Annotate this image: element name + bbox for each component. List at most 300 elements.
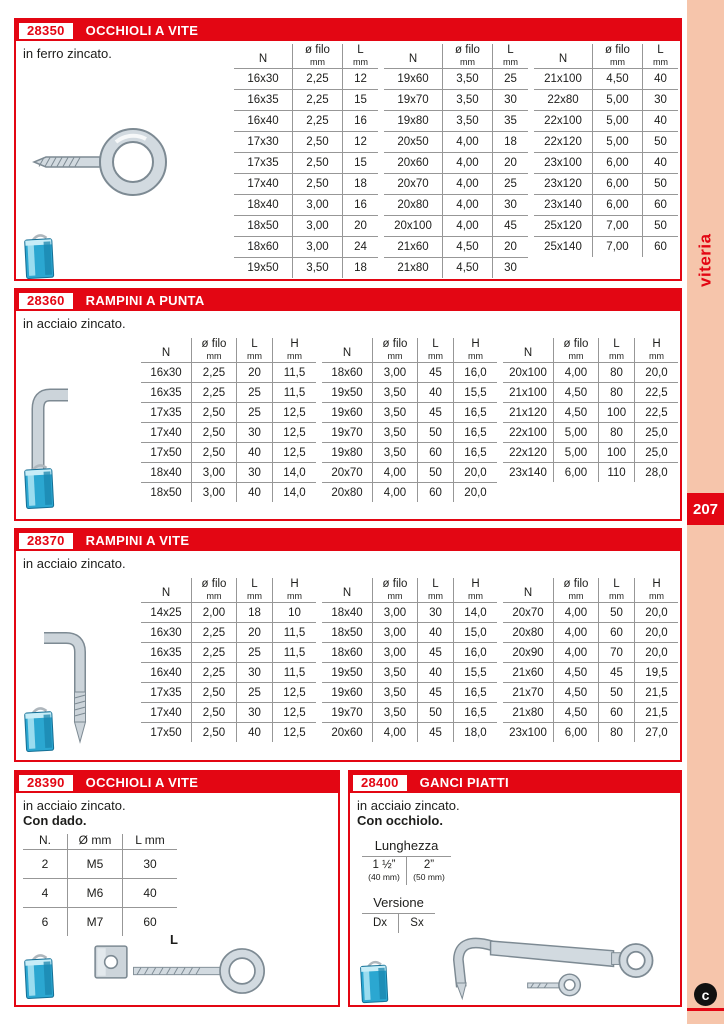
section-occhioli-a-vite-28390 xyxy=(14,770,340,1007)
table-cell: 2,25 xyxy=(192,363,237,383)
table-cell: 21x120 xyxy=(503,403,554,423)
table-row xyxy=(503,363,678,383)
table-cell: 22,5 xyxy=(635,403,679,423)
table-cell: 4,50 xyxy=(554,383,599,403)
section-code: 28390 xyxy=(19,775,73,791)
table-cell: 3,50 xyxy=(373,663,418,683)
table-row xyxy=(234,216,378,237)
table-row xyxy=(141,643,316,663)
section-subtitle: in ferro zincato. xyxy=(23,46,112,61)
spec-table-container xyxy=(534,44,678,257)
table-cell: 20x100 xyxy=(509,366,547,379)
table-cell: 40 xyxy=(237,443,273,463)
spec-table-container xyxy=(234,44,378,278)
section-code: 28370 xyxy=(19,533,73,549)
table-cell: 3,50 xyxy=(373,703,418,723)
table-cell: 2,50 xyxy=(192,683,237,703)
table-cell: 30 xyxy=(643,90,679,111)
table-cell: 25 xyxy=(493,174,529,195)
table-row xyxy=(322,443,497,463)
version-option xyxy=(362,914,398,933)
table-cell: 20 xyxy=(237,363,273,383)
table-row xyxy=(141,683,316,703)
column-header: H mm xyxy=(635,338,679,363)
table-cell: 20x90 xyxy=(503,643,554,663)
section-rampini-a-punta-28360 xyxy=(14,288,682,521)
table-row xyxy=(322,383,497,403)
table-cell: 50 xyxy=(643,132,679,153)
table-cell: 4,00 xyxy=(443,195,493,216)
table-cell: 21x100 xyxy=(503,383,554,403)
table-cell: 60 xyxy=(643,237,679,258)
table-cell: 16,0 xyxy=(454,643,498,663)
table-cell: 100 xyxy=(599,403,635,423)
table-row xyxy=(141,603,316,623)
table-cell: 110 xyxy=(599,463,635,483)
table-row xyxy=(503,683,678,703)
table-row xyxy=(234,195,378,216)
table-cell: 20x100 xyxy=(384,216,443,237)
table-cell: 30 xyxy=(237,663,273,683)
table-cell: 6,00 xyxy=(554,723,599,743)
table-row xyxy=(141,423,316,443)
table-cell: 4,00 xyxy=(373,463,418,483)
table-cell: 24 xyxy=(343,237,379,258)
table-cell: 3,00 xyxy=(373,603,418,623)
table-cell: 12,5 xyxy=(273,723,317,743)
table-cell: 16,5 xyxy=(454,443,498,463)
table-cell: 30 xyxy=(418,603,454,623)
table-cell: 3,00 xyxy=(293,237,343,258)
table-row xyxy=(234,90,378,111)
table-cell: M6 xyxy=(68,879,123,908)
table-cell: 2,25 xyxy=(293,69,343,90)
table-cell: 20,0 xyxy=(635,603,679,623)
table-cell: 45 xyxy=(418,403,454,423)
table-row xyxy=(503,703,678,723)
column-header: L mm xyxy=(237,338,273,363)
table-cell: 20x60 xyxy=(384,153,443,174)
table-cell: 6,00 xyxy=(593,195,643,216)
table-cell: 60 xyxy=(599,623,635,643)
table-cell: 3,50 xyxy=(443,69,493,90)
spec-table xyxy=(141,338,316,502)
table-cell: 15 xyxy=(343,90,379,111)
table-row xyxy=(322,683,497,703)
table-cell: 40 xyxy=(643,153,679,174)
table-cell: 20 xyxy=(493,237,529,258)
table-cell: 4,00 xyxy=(443,216,493,237)
table-cell: 3,00 xyxy=(293,216,343,237)
table-cell: 2,50 xyxy=(293,132,343,153)
table-row xyxy=(534,132,678,153)
table-cell: 60 xyxy=(599,703,635,723)
table-row xyxy=(384,90,528,111)
column-header: N xyxy=(503,578,554,603)
table-row xyxy=(141,383,316,403)
table-row xyxy=(503,383,678,403)
table-cell: 16x30 xyxy=(247,73,279,85)
table-cell: 3,00 xyxy=(192,483,237,503)
table-row xyxy=(141,703,316,723)
section-note: Con dado. xyxy=(23,813,87,828)
section-rampini-a-vite-28370 xyxy=(14,528,682,762)
table-row xyxy=(141,363,316,383)
table-cell: M5 xyxy=(68,850,123,879)
table-cell: 18x40 xyxy=(141,463,192,483)
table-cell: 21x80 xyxy=(384,258,443,279)
table-cell: 2,50 xyxy=(293,174,343,195)
column-header: L mm xyxy=(418,338,454,363)
table-cell: 3,00 xyxy=(192,463,237,483)
table-cell: 17x50 xyxy=(141,443,192,463)
spec-table-container xyxy=(384,44,528,278)
table-cell: 7,00 xyxy=(593,216,643,237)
table-cell: 3,50 xyxy=(443,111,493,132)
table-cell: 25x120 xyxy=(534,216,593,237)
table-cell: 18 xyxy=(493,132,529,153)
table-cell: 30 xyxy=(237,463,273,483)
table-cell: 18 xyxy=(343,174,379,195)
table-cell: 20x80 xyxy=(322,483,373,503)
table-row xyxy=(234,69,378,90)
table-row xyxy=(503,443,678,463)
column-header: ø filo mm xyxy=(192,578,237,603)
table-row xyxy=(503,643,678,663)
table-cell: 20x80 xyxy=(503,623,554,643)
table-cell: 19x70 xyxy=(322,703,373,723)
table-cell: 2,25 xyxy=(293,111,343,132)
table-cell: 12,5 xyxy=(273,403,317,423)
table-cell: 18x50 xyxy=(141,483,192,503)
table-cell: 18x40 xyxy=(331,606,363,619)
table-cell: 12,5 xyxy=(273,683,317,703)
table-cell: 80 xyxy=(599,723,635,743)
table-cell: 3,00 xyxy=(373,363,418,383)
table-row xyxy=(23,908,177,937)
table-row xyxy=(384,195,528,216)
column-header: L mm xyxy=(418,578,454,603)
table-cell: 21x80 xyxy=(503,703,554,723)
column-header: N xyxy=(322,578,373,603)
table-cell: 18,0 xyxy=(454,723,498,743)
table-row xyxy=(322,483,497,503)
table-cell: 45 xyxy=(493,216,529,237)
table-cell: 17x40 xyxy=(234,174,293,195)
table-cell: 16,5 xyxy=(454,703,498,723)
table-cell: 25 xyxy=(237,403,273,423)
column-header: ø filo mm xyxy=(554,578,599,603)
package-icon xyxy=(357,956,391,1005)
column-header: ø filo mm xyxy=(443,44,493,69)
table-cell: 4,50 xyxy=(554,663,599,683)
column-header: H mm xyxy=(273,338,317,363)
table-cell: 30 xyxy=(493,90,529,111)
table-cell: 20x70 xyxy=(384,174,443,195)
table-cell: 4,00 xyxy=(443,132,493,153)
column-header: N xyxy=(322,338,373,363)
table-cell: 16,5 xyxy=(454,683,498,703)
table-cell: 20 xyxy=(343,216,379,237)
table-row xyxy=(23,850,177,879)
column-header: N xyxy=(384,44,443,69)
table-cell: 4,00 xyxy=(443,153,493,174)
table-cell: 15,5 xyxy=(454,383,498,403)
table-cell: 40 xyxy=(418,383,454,403)
table-cell: 10 xyxy=(273,603,317,623)
table-cell: 30 xyxy=(237,703,273,723)
table-cell: 15,0 xyxy=(454,623,498,643)
table-row xyxy=(384,216,528,237)
length-value: 2” xyxy=(423,859,435,871)
table-cell: 30 xyxy=(493,258,529,279)
length-value: 1 ½” xyxy=(372,859,396,871)
table-cell: 11,5 xyxy=(273,383,317,403)
table-row xyxy=(503,463,678,483)
brand-logo: c xyxy=(694,983,717,1006)
table-cell: 4,00 xyxy=(443,174,493,195)
table-cell: 16,5 xyxy=(454,423,498,443)
table-cell: 45 xyxy=(418,363,454,383)
table-row xyxy=(322,463,497,483)
table-cell: 3,50 xyxy=(373,443,418,463)
eye-bolt-image xyxy=(128,947,266,995)
section-header-bar xyxy=(16,530,680,551)
table-cell: 20,0 xyxy=(454,463,498,483)
table-cell: 60 xyxy=(123,908,178,937)
table-cell: 50 xyxy=(418,463,454,483)
table-row xyxy=(322,703,497,723)
table-cell: 18x60 xyxy=(322,643,373,663)
table-row xyxy=(141,463,316,483)
table-row xyxy=(503,663,678,683)
table-row xyxy=(503,723,678,743)
table-cell: 25,0 xyxy=(635,423,679,443)
section-code: 28400 xyxy=(353,775,407,791)
column-header: ø filo mm xyxy=(554,338,599,363)
table-cell: 5,00 xyxy=(593,111,643,132)
spec-tables-group xyxy=(141,338,678,502)
table-cell: 12,5 xyxy=(273,703,317,723)
table-cell: 19,5 xyxy=(635,663,679,683)
table-cell: 4,50 xyxy=(554,403,599,423)
table-cell: 25 xyxy=(237,683,273,703)
table-row xyxy=(384,153,528,174)
table-cell: 23x120 xyxy=(534,174,593,195)
table-row xyxy=(384,237,528,258)
column-header: L mm xyxy=(237,578,273,603)
table-cell: 25 xyxy=(237,383,273,403)
table-cell: 11,5 xyxy=(273,623,317,643)
table-cell: 19x60 xyxy=(322,683,373,703)
column-header: L mm xyxy=(343,44,379,69)
column-header: L mm xyxy=(599,578,635,603)
table-row xyxy=(234,132,378,153)
spec-table xyxy=(503,338,678,482)
table-cell: 17x50 xyxy=(141,723,192,743)
section-subtitle: in acciaio zincato. xyxy=(23,798,126,813)
table-row xyxy=(234,237,378,258)
table-cell: 12,5 xyxy=(273,443,317,463)
column-header: N. xyxy=(23,834,68,850)
table-cell: 17x40 xyxy=(141,703,192,723)
version-option xyxy=(398,914,435,933)
column-header: L mm xyxy=(123,834,178,850)
section-title: GANCI PIATTI xyxy=(419,775,509,790)
table-cell: 16 xyxy=(343,111,379,132)
table-cell: 16x40 xyxy=(141,663,192,683)
table-cell: 3,50 xyxy=(373,383,418,403)
table-row xyxy=(141,443,316,463)
table-row xyxy=(234,153,378,174)
table-cell: 16,5 xyxy=(454,403,498,423)
table-cell: 21,5 xyxy=(635,683,679,703)
table-row xyxy=(503,403,678,423)
table-cell: 20,0 xyxy=(635,363,679,383)
table-cell: 18 xyxy=(237,603,273,623)
length-option xyxy=(406,857,451,885)
column-header: ø filo mm xyxy=(593,44,643,69)
table-cell: 16x30 xyxy=(150,366,182,379)
table-cell: 18x60 xyxy=(234,237,293,258)
table-cell: 16 xyxy=(343,195,379,216)
table-cell: 4,50 xyxy=(554,683,599,703)
package-icon xyxy=(21,229,58,281)
table-cell: 40 xyxy=(237,483,273,503)
table-row xyxy=(534,90,678,111)
length-mm: (50 mm) xyxy=(413,872,445,882)
table-cell: 50 xyxy=(418,703,454,723)
table-cell: 19x50 xyxy=(234,258,293,279)
section-header-bar xyxy=(16,20,680,41)
table-cell: 45 xyxy=(418,723,454,743)
table-cell: 6,00 xyxy=(593,153,643,174)
table-row xyxy=(234,258,378,279)
table-cell: 14,0 xyxy=(273,483,317,503)
table-cell: 45 xyxy=(418,643,454,663)
table-cell: 50 xyxy=(418,423,454,443)
table-row xyxy=(384,69,528,90)
table-row xyxy=(234,111,378,132)
table-row xyxy=(503,623,678,643)
table-cell: 2,50 xyxy=(293,153,343,174)
table-row xyxy=(534,195,678,216)
table-cell: 80 xyxy=(599,423,635,443)
section-title: RAMPINI A VITE xyxy=(85,533,190,548)
table-cell: 14,0 xyxy=(454,603,498,623)
section-subtitle: in acciaio zincato. xyxy=(23,556,126,571)
table-row xyxy=(384,258,528,279)
table-cell: 21x60 xyxy=(384,237,443,258)
table-cell: 18x60 xyxy=(331,366,363,379)
spec-table-container xyxy=(503,578,678,742)
table-cell: 2,50 xyxy=(192,703,237,723)
table-cell: 16x35 xyxy=(234,90,293,111)
table-cell: 3,50 xyxy=(373,403,418,423)
table-cell: 60 xyxy=(643,195,679,216)
table-cell: 15 xyxy=(343,153,379,174)
table-cell: 16x35 xyxy=(141,383,192,403)
table-cell: 40 xyxy=(643,111,679,132)
table-cell: 20,0 xyxy=(635,643,679,663)
table-cell: 5,00 xyxy=(554,423,599,443)
column-header: ø filo mm xyxy=(373,338,418,363)
spec-tables-group xyxy=(234,44,678,278)
table-row xyxy=(322,603,497,623)
table-row xyxy=(534,111,678,132)
table-cell: 2,50 xyxy=(192,723,237,743)
table-cell: 40 xyxy=(123,879,178,908)
table-cell: 40 xyxy=(418,623,454,643)
column-header: H mm xyxy=(454,338,498,363)
table-cell: 14,0 xyxy=(273,463,317,483)
table-cell: 2,50 xyxy=(192,423,237,443)
column-header: ø filo mm xyxy=(373,578,418,603)
table-cell: 21x100 xyxy=(544,73,582,85)
table-cell: 21x70 xyxy=(503,683,554,703)
table-row xyxy=(322,623,497,643)
table-cell: 20x70 xyxy=(322,463,373,483)
table-cell: 19x70 xyxy=(384,90,443,111)
spec-table xyxy=(322,578,497,742)
table-row xyxy=(384,174,528,195)
table-cell: 21x60 xyxy=(503,663,554,683)
side-tab-strip xyxy=(687,0,724,1024)
table-row xyxy=(234,174,378,195)
table-cell: 18x40 xyxy=(234,195,293,216)
table-cell: 21,5 xyxy=(635,703,679,723)
square-nut-image xyxy=(94,944,128,980)
spec-table xyxy=(141,578,316,742)
table-cell: 22x120 xyxy=(534,132,593,153)
table-row xyxy=(141,663,316,683)
logo-underline xyxy=(687,1008,724,1011)
column-header: L mm xyxy=(599,338,635,363)
table-cell: 3,50 xyxy=(293,258,343,279)
table-row xyxy=(322,723,497,743)
package-icon xyxy=(21,459,58,511)
spec-table-container xyxy=(141,338,316,502)
column-header: N xyxy=(534,44,593,69)
table-cell: 30 xyxy=(493,195,529,216)
table-cell: 16x40 xyxy=(234,111,293,132)
table-cell: 3,00 xyxy=(293,195,343,216)
spec-tables-group xyxy=(141,578,678,742)
table-cell: 2,25 xyxy=(192,643,237,663)
spec-table xyxy=(23,834,177,936)
section-header-bar xyxy=(350,772,680,793)
table-cell: 20,0 xyxy=(635,623,679,643)
section-ganci-piatti-28400 xyxy=(348,770,682,1007)
table-cell: 20 xyxy=(493,153,529,174)
table-row xyxy=(141,483,316,503)
section-subtitle: in acciaio zincato. xyxy=(23,316,126,331)
table-cell: 6,00 xyxy=(593,174,643,195)
table-cell: 25,0 xyxy=(635,443,679,463)
spec-table xyxy=(503,578,678,742)
table-row xyxy=(322,643,497,663)
column-header: ø filo mm xyxy=(293,44,343,69)
table-row xyxy=(534,174,678,195)
table-row xyxy=(534,237,678,258)
table-row xyxy=(141,623,316,643)
table-cell: 45 xyxy=(599,663,635,683)
table-cell: 4,50 xyxy=(554,703,599,723)
version-value: Dx xyxy=(372,917,388,929)
spec-table-container xyxy=(141,578,316,742)
table-cell: 40 xyxy=(418,663,454,683)
table-cell: 4,50 xyxy=(593,69,643,90)
